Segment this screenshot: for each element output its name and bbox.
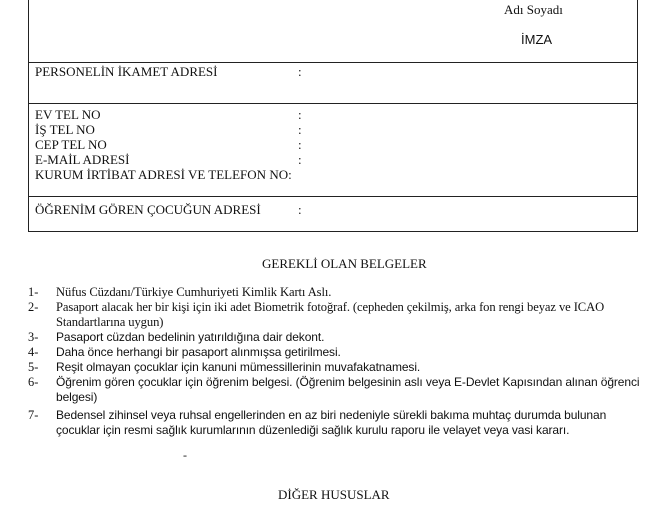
email-colon: : <box>298 152 302 167</box>
list-item-number: 1- <box>28 285 39 299</box>
list-item <box>28 345 648 360</box>
work-phone-colon: : <box>298 122 302 137</box>
email-label: E-MAİL ADRESİ <box>35 152 130 167</box>
list-item <box>28 330 648 345</box>
list-item-text: Daha önce herhangi bir pasaport alınmışsa getirilmesi. <box>56 345 341 359</box>
list-item-text: Pasaport cüzdan bedelinin yatırıldığına dair dekont. <box>56 330 325 344</box>
divider <box>29 103 637 104</box>
child-address-label: ÖĞRENİM GÖREN ÇOCUĞUN ADRESİ <box>35 202 261 217</box>
list-item <box>28 360 648 375</box>
required-documents-list <box>28 285 648 438</box>
list-item-text: Pasaport alacak her bir kişi için iki adet Biometrik fotoğraf. (cepheden çekilmiş, arka fon rengi beyaz ve ICAO Standartlarına uygun) <box>56 300 605 329</box>
home-phone-label: EV TEL NO <box>35 107 101 122</box>
list-item-number: 6- <box>28 375 39 389</box>
list-item-number: 2- <box>28 300 39 314</box>
address-colon: : <box>298 64 302 79</box>
list-item-number: 7- <box>28 408 39 422</box>
list-item-text: Reşit olmayan çocuklar için kanuni mümessillerinin muvafakatnamesi. <box>56 360 421 374</box>
institution-contact-label: KURUM İRTİBAT ADRESİ VE TELEFON NO: <box>35 167 292 182</box>
mobile-phone-label: CEP TEL NO <box>35 137 107 152</box>
list-item <box>28 300 648 330</box>
personnel-info-form <box>28 0 638 232</box>
stray-mark: - <box>183 448 187 462</box>
list-item <box>28 408 648 438</box>
mobile-phone-colon: : <box>298 137 302 152</box>
signature-name-label: Adı Soyadı <box>504 2 563 17</box>
required-documents-title: GEREKLİ OLAN BELGELER <box>262 256 427 271</box>
home-phone-colon: : <box>298 107 302 122</box>
list-item-text: Öğrenim gören çocuklar için öğrenim belgesi. (Öğrenim belgesinin aslı veya E-Devlet Kapısından alınan öğrenci belgesi) <box>56 375 640 404</box>
divider <box>29 196 637 197</box>
list-item-number: 4- <box>28 345 39 359</box>
list-item-text: Bedensel zihinsel veya ruhsal engellerinden en az biri nedeniyle sürekli bakıma muhtaç durumda bulunan çocuklar için resmi sağlık kurumlarının düzenlediği sağlık kurulu raporu ile velayet veya vasi kararı. <box>56 408 607 437</box>
work-phone-label: İŞ TEL NO <box>35 122 95 137</box>
divider <box>29 62 637 63</box>
list-item-text: Nüfus Cüzdanı/Türkiye Cumhuriyeti Kimlik Kartı Aslı. <box>56 285 332 299</box>
list-item <box>28 285 648 300</box>
other-matters-title: DİĞER HUSUSLAR <box>278 487 390 502</box>
child-address-colon: : <box>298 202 302 217</box>
list-item-number: 3- <box>28 330 39 344</box>
address-label: PERSONELİN İKAMET ADRESİ <box>35 64 218 79</box>
list-item-number: 5- <box>28 360 39 374</box>
signature-label: İMZA <box>521 32 553 47</box>
list-item <box>28 375 648 405</box>
